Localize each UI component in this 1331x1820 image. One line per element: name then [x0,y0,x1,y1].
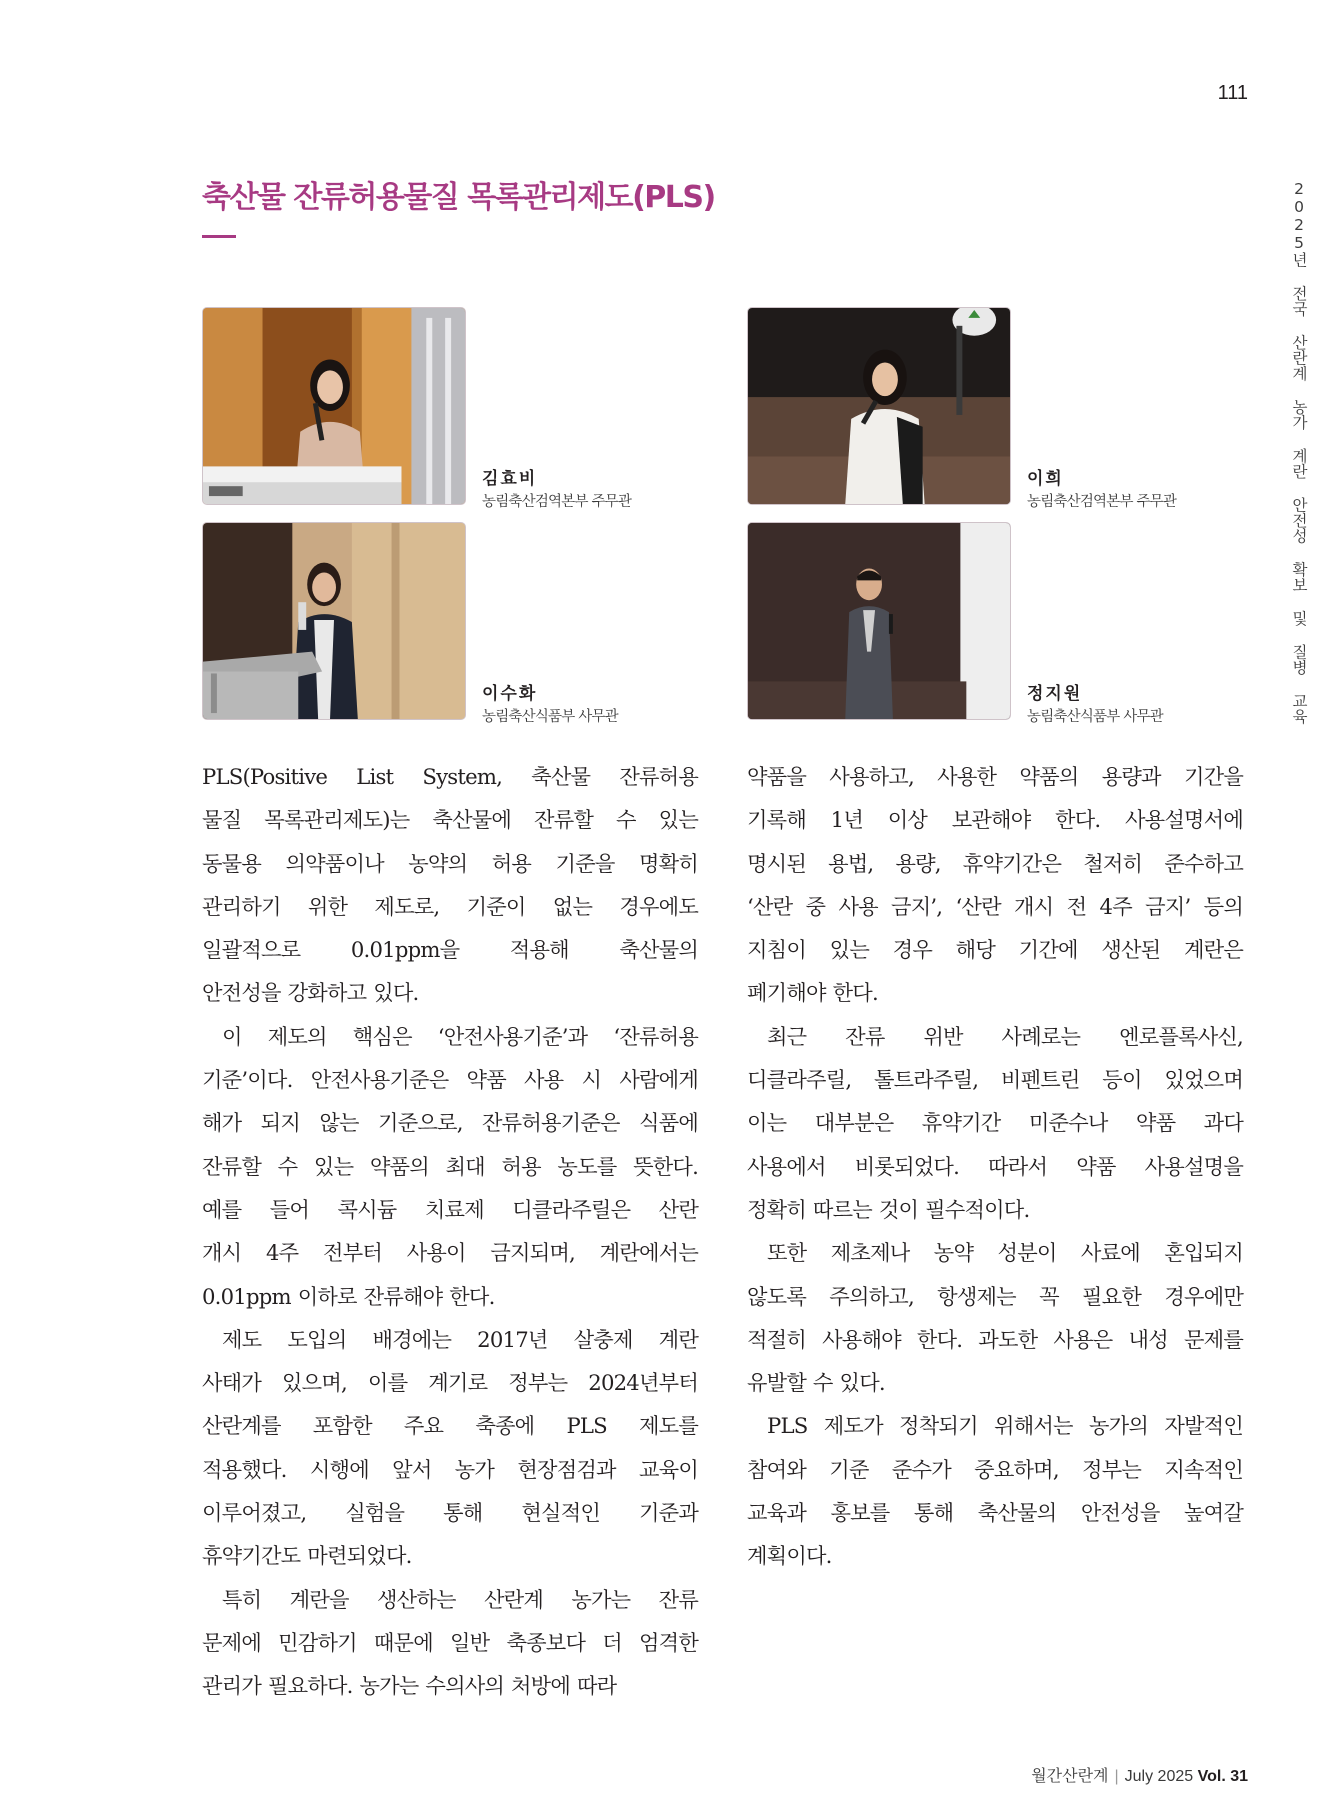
body-line: 일괄적으로 0.01ppm을 적용해 축산물의 [202,937,698,963]
body-line: 사용에서 비롯되었다. 따라서 약품 사용설명을 [747,1153,1243,1179]
speaker-name: 정지원 [1027,684,1083,704]
speaker-photo-icon [748,308,1010,504]
body-line: 않도록 주의하고, 항생제는 꼭 필요한 경우에만 [747,1283,1243,1309]
body-line: PLS 제도가 정착되기 위해서는 농가의 자발적인 [767,1413,1243,1439]
body-line: 약품을 사용하고, 사용한 약품의 용량과 기간을 [747,764,1243,789]
body-line: ‘산란 중 사용 금지’, ‘산란 개시 전 4주 금지’ 등의 [747,893,1243,919]
body-line: 특히 계란을 생산하는 산란계 농가는 잔류 [222,1586,698,1612]
speaker-name: 김효비 [482,469,538,489]
speaker-role: 농림축산검역본부 주무관 [1027,494,1177,510]
body-line: 휴약기간도 마련되었다. [202,1543,412,1569]
body-line: 동물용 의약품이나 농약의 허용 기준을 명확히 [202,850,698,876]
body-line: 교육과 홍보를 통해 축산물의 안전성을 높여갈 [747,1500,1243,1526]
speaker-photo-1 [202,307,466,505]
body-line: 기록해 1년 이상 보관해야 한다. 사용설명서에 [747,807,1243,833]
body-line: 물질 목록관리제도)는 축산물에 잔류할 수 있는 [202,807,698,833]
page-footer [980,1763,1248,1786]
body-line: 명시된 용법, 용량, 휴약기간은 철저히 준수하고 [747,850,1243,876]
body-line: 관리가 필요하다. 농가는 수의사의 처방에 따라 [202,1673,617,1699]
body-line: 디클라주릴, 톨트라주릴, 비펜트린 등이 있었으며 [747,1067,1243,1093]
body-line: 제도 도입의 배경에는 2017년 살충제 계란 [222,1326,698,1352]
title-underline [202,235,236,238]
speaker-photo-icon [748,523,1010,719]
body-line: 폐기해야 한다. [747,980,878,1006]
speaker-photo-icon [203,523,465,719]
side-section-label: 2025년 전국 산란계 농가 계란 안전성 확보 및 질병 교육 [1290,180,1308,724]
body-line: 0.01ppm 이하로 잔류해야 한다. [202,1283,495,1309]
body-line: 이 제도의 핵심은 ‘안전사용기준’과 ‘잔류허용 [222,1023,698,1049]
body-line: 참여와 기준 준수가 중요하며, 정부는 지속적인 [747,1456,1243,1482]
body-line: 정확히 따르는 것이 필수적이다. [747,1196,1030,1222]
body-line: 산란계를 포함한 주요 축종에 PLS 제도를 [202,1413,698,1439]
footer-date: July 2025 [1124,1768,1194,1785]
footer-volume: Vol. 31 [1197,1768,1248,1785]
body-line: 사태가 있으며, 이를 계기로 정부는 2024년부터 [202,1370,698,1396]
speaker-photo-icon [203,308,465,504]
footer-magazine: 월간산란계 [1031,1768,1109,1785]
body-line: PLS(Positive List System, 축산물 잔류허용 [202,764,698,789]
body-line: 이루어졌고, 실험을 통해 현실적인 기준과 [202,1500,698,1526]
article-title: 축산물 잔류허용물질 목록관리제도(PLS) [202,180,715,215]
body-line: 최근 잔류 위반 사례로는 엔로플록사신, [767,1023,1243,1049]
body-line: 이는 대부분은 휴약기간 미준수나 약품 과다 [747,1110,1243,1136]
speaker-photo-2 [747,307,1011,505]
body-line: 기준’이다. 안전사용기준은 약품 사용 시 사람에게 [202,1067,698,1093]
body-line: 개시 4주 전부터 사용이 금지되며, 계란에서는 [202,1240,698,1266]
speaker-role: 농림축산식품부 사무관 [482,709,618,725]
speaker-role: 농림축산식품부 사무관 [1027,709,1163,725]
page-number: 111 [1217,82,1248,104]
footer-separator: | [1114,1768,1119,1785]
speaker-name: 이희 [1027,469,1064,489]
body-line: 문제에 민감하기 때문에 일반 축종보다 더 엄격한 [202,1629,698,1655]
body-line: 해가 되지 않는 기준으로, 잔류허용기준은 식품에 [202,1110,698,1136]
body-line: 적용했다. 시행에 앞서 농가 현장점검과 교육이 [202,1456,698,1482]
body-line: 예를 들어 콕시듐 치료제 디클라주릴은 산란 [202,1196,698,1222]
speaker-name: 이수화 [482,684,538,704]
body-line: 유발할 수 있다. [747,1370,885,1396]
body-line: 적절히 사용해야 한다. 과도한 사용은 내성 문제를 [747,1326,1243,1352]
body-column-right [747,755,1243,1578]
speaker-photo-3 [202,522,466,720]
body-line: 관리하기 위한 제도로, 기준이 없는 경우에도 [202,893,698,919]
speaker-role: 농림축산검역본부 주무관 [482,494,632,510]
body-line: 안전성을 강화하고 있다. [202,980,419,1006]
body-line: 또한 제초제나 농약 성분이 사료에 혼입되지 [767,1240,1243,1266]
body-line: 잔류할 수 있는 약품의 최대 허용 농도를 뜻한다. [202,1153,698,1179]
body-column-left [202,755,698,1708]
speaker-photo-4 [747,522,1011,720]
body-line: 계획이다. [747,1543,832,1569]
body-line: 지침이 있는 경우 해당 기간에 생산된 계란은 [747,937,1243,963]
